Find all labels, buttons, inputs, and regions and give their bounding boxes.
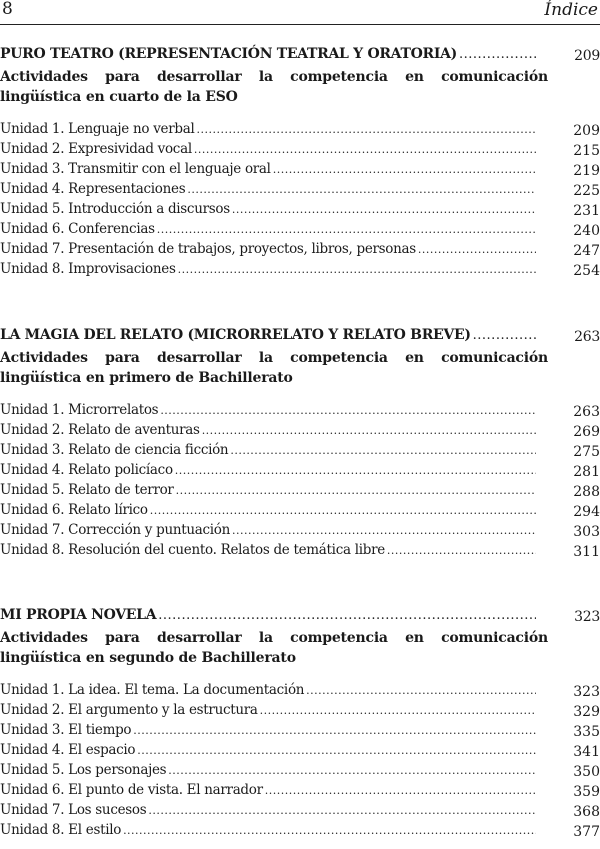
header-rule — [0, 24, 600, 25]
entry-page-number: 254 — [573, 263, 600, 279]
dot-leader — [158, 608, 536, 623]
page-header — [0, 0, 600, 26]
dot-leader — [232, 524, 536, 537]
toc-entry — [0, 542, 600, 562]
entry-page-number: 288 — [573, 484, 600, 500]
toc-entry — [0, 702, 600, 722]
toc-section — [0, 327, 600, 562]
entry-label: Unidad 7. Corrección y puntuación — [0, 522, 231, 538]
toc-entry — [0, 482, 600, 502]
entry-page-number: 294 — [573, 504, 600, 520]
entry-page-number: 329 — [573, 704, 600, 720]
entry-page-number: 323 — [573, 684, 600, 700]
entry-page-number: 335 — [573, 724, 600, 740]
entry-label: Unidad 6. El punto de vista. El narrador — [0, 782, 263, 798]
toc-entry — [0, 422, 600, 442]
toc-section — [0, 46, 600, 281]
section-title: MI PROPIA NOVELA — [0, 607, 157, 623]
toc-entry — [0, 822, 600, 842]
dot-leader — [196, 123, 536, 136]
dot-leader — [232, 203, 536, 216]
dot-leader — [459, 47, 536, 62]
toc-entry — [0, 221, 600, 241]
entry-page-number: 368 — [573, 804, 600, 820]
entry-page-number: 231 — [573, 203, 600, 219]
entry-label: Unidad 3. Relato de ciencia ficción — [0, 442, 229, 458]
toc-entry — [0, 802, 600, 822]
entry-label: Unidad 2. Relato de aventuras — [0, 422, 200, 438]
dot-leader — [157, 223, 536, 236]
dot-leader — [123, 824, 536, 837]
entry-label: Unidad 2. El argumento y la estructura — [0, 702, 258, 718]
toc-entry — [0, 261, 600, 281]
unit-list — [0, 682, 600, 842]
section-page-number: 209 — [574, 48, 600, 64]
dot-leader — [148, 804, 536, 817]
section-title: PURO TEATRO (REPRESENTACIÓN TEATRAL Y ORATORIA) — [0, 46, 457, 62]
dot-leader — [273, 163, 536, 176]
entry-label: Unidad 3. El tiempo — [0, 722, 132, 738]
entry-label: Unidad 6. Conferencias — [0, 221, 155, 237]
entry-label: Unidad 5. Introducción a discursos — [0, 201, 230, 217]
entry-label: Unidad 7. Los sucesos — [0, 802, 147, 818]
dot-leader — [260, 704, 536, 717]
toc-entry — [0, 141, 600, 161]
unit-list — [0, 121, 600, 281]
section-heading-row — [0, 327, 600, 347]
dot-leader — [187, 183, 536, 196]
entry-label: Unidad 8. Resolución del cuento. Relatos de temática libre — [0, 542, 385, 558]
toc-entry — [0, 722, 600, 742]
entry-label: Unidad 7. Presentación de trabajos, proyectos, libros, personas — [0, 241, 416, 257]
toc-entry — [0, 462, 600, 482]
dot-leader — [387, 544, 536, 557]
entry-page-number: 359 — [573, 784, 600, 800]
entry-label: Unidad 8. Improvisaciones — [0, 261, 176, 277]
entry-label: Unidad 1. Lenguaje no verbal — [0, 121, 195, 137]
dot-leader — [133, 724, 536, 737]
section-heading-row — [0, 46, 600, 66]
dot-leader — [230, 444, 536, 457]
dot-leader — [150, 504, 536, 517]
toc-entry — [0, 161, 600, 181]
entry-page-number: 219 — [573, 163, 600, 179]
entry-label: Unidad 4. Representaciones — [0, 181, 186, 197]
entry-label: Unidad 5. Relato de terror — [0, 482, 174, 498]
dot-leader — [473, 328, 536, 343]
toc-entry — [0, 241, 600, 261]
entry-label: Unidad 1. La idea. El tema. La documentación — [0, 682, 305, 698]
toc-entry — [0, 201, 600, 221]
entry-page-number: 209 — [573, 123, 600, 139]
toc-entry — [0, 742, 600, 762]
entry-page-number: 350 — [573, 764, 600, 780]
section-page-number: 323 — [574, 609, 600, 625]
entry-page-number: 215 — [573, 143, 600, 159]
entry-page-number: 263 — [573, 404, 600, 420]
toc-entry — [0, 121, 600, 141]
entry-page-number: 341 — [573, 744, 600, 760]
section-heading-row — [0, 607, 600, 627]
dot-leader — [194, 143, 536, 156]
entry-page-number: 303 — [573, 524, 600, 540]
toc-entry — [0, 442, 600, 462]
section-subtitle: Actividades para desarrollar la competencia en comunicación lingüística en segundo de Bachillerato — [0, 630, 548, 666]
toc-section — [0, 607, 600, 842]
entry-label: Unidad 6. Relato lírico — [0, 502, 148, 518]
unit-list — [0, 402, 600, 562]
dot-leader — [160, 404, 536, 417]
entry-label: Unidad 1. Microrrelatos — [0, 402, 159, 418]
entry-page-number: 311 — [573, 544, 600, 560]
entry-label: Unidad 5. Los personajes — [0, 762, 167, 778]
entry-page-number: 269 — [573, 424, 600, 440]
entry-label: Unidad 3. Transmitir con el lenguaje oral — [0, 161, 271, 177]
dot-leader — [178, 263, 536, 276]
dot-leader — [168, 764, 536, 777]
dot-leader — [202, 424, 536, 437]
toc-entry — [0, 762, 600, 782]
toc-entry — [0, 782, 600, 802]
dot-leader — [137, 744, 536, 757]
entry-label: Unidad 2. Expresividad vocal — [0, 141, 192, 157]
entry-page-number: 377 — [573, 824, 600, 840]
section-subtitle: Actividades para desarrollar la competencia en comunicación lingüística en primero de Bachillerato — [0, 350, 548, 386]
toc-entry — [0, 502, 600, 522]
entry-page-number: 281 — [573, 464, 600, 480]
dot-leader — [175, 464, 536, 477]
toc-entry — [0, 682, 600, 702]
toc-entry — [0, 402, 600, 422]
entry-label: Unidad 8. El estilo — [0, 822, 122, 838]
dot-leader — [265, 784, 536, 797]
page-number: 8 — [2, 0, 13, 19]
header-title: Índice — [544, 0, 598, 20]
entry-page-number: 240 — [573, 223, 600, 239]
section-subtitle: Actividades para desarrollar la competencia en comunicación lingüística en cuarto de la ESO — [0, 69, 548, 105]
entry-label: Unidad 4. Relato policíaco — [0, 462, 173, 478]
dot-leader — [306, 684, 536, 697]
entry-label: Unidad 4. El espacio — [0, 742, 136, 758]
entry-page-number: 275 — [573, 444, 600, 460]
entry-page-number: 225 — [573, 183, 600, 199]
dot-leader — [418, 243, 536, 256]
entry-page-number: 247 — [573, 243, 600, 259]
toc-entry — [0, 181, 600, 201]
toc-entry — [0, 522, 600, 542]
section-page-number: 263 — [574, 329, 600, 345]
section-title: LA MAGIA DEL RELATO (MICRORRELATO Y RELATO BREVE) — [0, 327, 471, 343]
dot-leader — [176, 484, 536, 497]
